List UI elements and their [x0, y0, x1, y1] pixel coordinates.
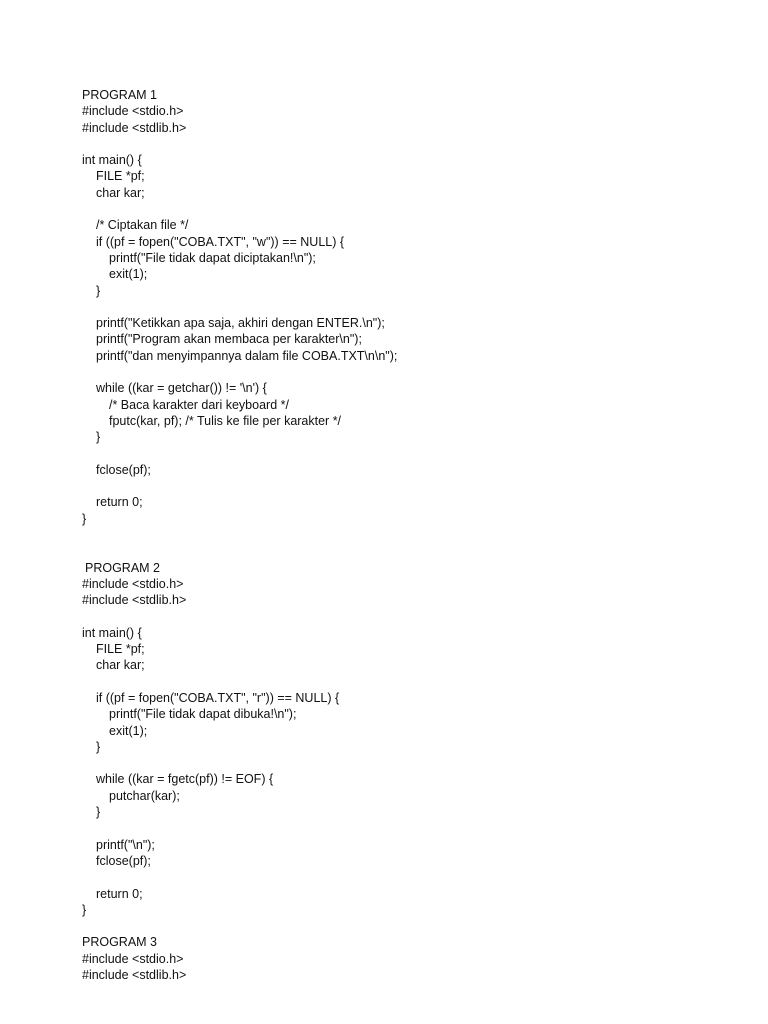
code-line: }	[82, 511, 87, 526]
code-line: putchar(kar);	[109, 788, 180, 803]
code-line: printf("File tidak dapat dibuka!\n");	[109, 707, 297, 722]
code-line: }	[96, 739, 101, 754]
code-line: FILE *pf;	[96, 642, 145, 657]
code-line: if ((pf = fopen("COBA.TXT", "w")) == NULL) {	[96, 234, 345, 249]
code-line: fclose(pf);	[96, 462, 151, 477]
blank-line	[82, 446, 397, 462]
blank-line	[82, 755, 397, 771]
blank-line	[82, 869, 397, 885]
program-heading: PROGRAM 3	[82, 935, 158, 950]
section-gap	[82, 918, 397, 934]
blank-line	[82, 299, 397, 315]
code-line: printf("Program akan membaca per karakter\n");	[96, 332, 362, 347]
code-line: printf("dan menyimpannya dalam file COBA.TXT\n\n");	[96, 348, 398, 363]
code-line: }	[96, 283, 101, 298]
code-line: int main() {	[82, 153, 142, 168]
code-line: int main() {	[82, 625, 142, 640]
code-line: printf("File tidak dapat diciptakan!\n");	[109, 250, 316, 265]
code-line: /* Ciptakan file */	[96, 218, 189, 233]
section-gap	[82, 527, 397, 543]
document-page	[82, 87, 397, 983]
code-line: char kar;	[96, 658, 145, 673]
blank-line	[82, 201, 397, 217]
blank-line	[82, 364, 397, 380]
code-line: fputc(kar, pf); /* Tulis ke file per karakter */	[109, 413, 342, 428]
code-line: }	[96, 430, 101, 445]
code-line: char kar;	[96, 185, 145, 200]
code-line: #include <stdio.h>	[82, 104, 184, 119]
code-line: while ((kar = fgetc(pf)) != EOF) {	[96, 772, 274, 787]
code-line: #include <stdio.h>	[82, 951, 184, 966]
code-line: #include <stdlib.h>	[82, 593, 187, 608]
blank-line	[82, 820, 397, 836]
code-line: exit(1);	[109, 267, 148, 282]
section-gap	[82, 543, 397, 559]
code-line: exit(1);	[109, 723, 148, 738]
code-line: return 0;	[96, 886, 143, 901]
code-line: FILE *pf;	[96, 169, 145, 184]
code-line: #include <stdio.h>	[82, 576, 184, 591]
blank-line	[82, 674, 397, 690]
code-line: #include <stdlib.h>	[82, 968, 187, 983]
blank-line	[82, 136, 397, 152]
code-line: /* Baca karakter dari keyboard */	[109, 397, 289, 412]
code-line: if ((pf = fopen("COBA.TXT", "r")) == NULL) {	[96, 690, 340, 705]
code-line: #include <stdlib.h>	[82, 120, 187, 135]
code-line: }	[96, 805, 101, 820]
code-line: return 0;	[96, 495, 143, 510]
blank-line	[82, 609, 397, 625]
program-heading: PROGRAM 1	[82, 88, 158, 102]
blank-line	[82, 478, 397, 494]
code-line: while ((kar = getchar()) != '\n') {	[96, 381, 267, 396]
code-line: printf("Ketikkan apa saja, akhiri dengan ENTER.\n");	[96, 316, 385, 331]
code-line: fclose(pf);	[96, 853, 151, 868]
program-heading: PROGRAM 2	[85, 560, 161, 575]
code-line: }	[82, 902, 87, 917]
code-line: printf("\n");	[96, 837, 155, 852]
